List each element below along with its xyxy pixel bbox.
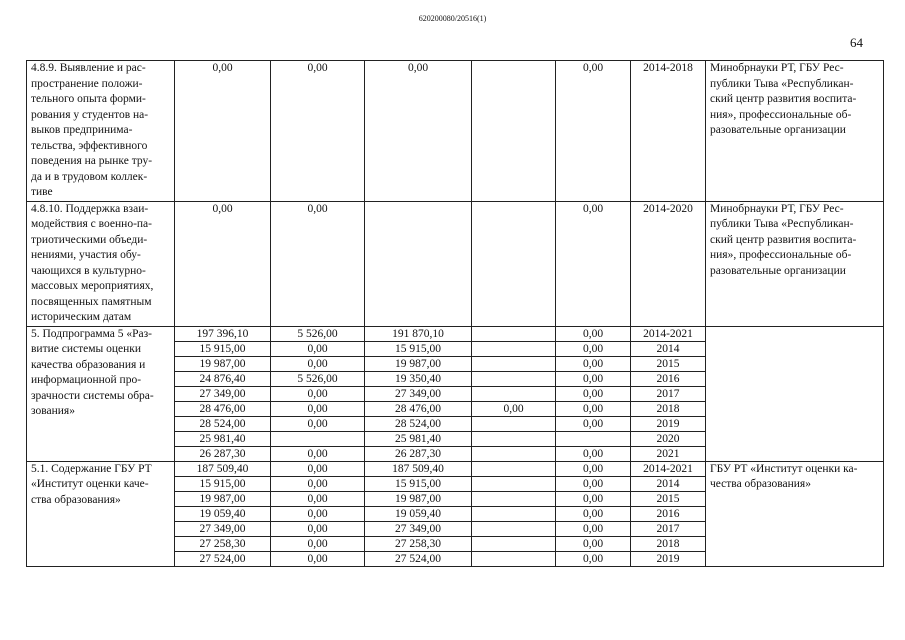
extrabudget-cell: 0,00: [556, 551, 631, 566]
municipal-cell: [472, 461, 556, 476]
extrabudget-cell: 0,00: [556, 476, 631, 491]
responsible-cell: Минобрнауки РТ, ГБУ Рес- публики Тыва «Республикан- ский центр развития воспита- ния», профессиональные об- разовательные организации: [706, 201, 884, 326]
federal-cell: 0,00: [271, 446, 365, 461]
total-cell: 19 987,00: [175, 491, 271, 506]
republic-cell: 19 350,40: [365, 371, 472, 386]
extrabudget-cell: 0,00: [556, 521, 631, 536]
years-cell: 2014: [631, 341, 706, 356]
municipal-cell: [472, 521, 556, 536]
federal-cell: 0,00: [271, 476, 365, 491]
municipal-cell: [472, 446, 556, 461]
table-row-4-8-10: [27, 201, 884, 326]
federal-cell: 5 526,00: [271, 371, 365, 386]
federal-cell: 0,00: [271, 521, 365, 536]
total-cell: 15 915,00: [175, 476, 271, 491]
table-row-4-8-9: [27, 61, 884, 202]
total-cell: 0,00: [175, 61, 271, 202]
federal-cell: 5 526,00: [271, 326, 365, 341]
extrabudget-cell: 0,00: [556, 356, 631, 371]
extrabudget-cell: 0,00: [556, 416, 631, 431]
municipal-cell: 0,00: [472, 401, 556, 416]
republic-cell: 187 509,40: [365, 461, 472, 476]
total-cell: 27 524,00: [175, 551, 271, 566]
total-cell: 27 349,00: [175, 521, 271, 536]
years-cell: 2017: [631, 386, 706, 401]
years-cell: 2017: [631, 521, 706, 536]
years-cell: 2018: [631, 401, 706, 416]
republic-cell: 26 287,30: [365, 446, 472, 461]
responsible-cell: [706, 326, 884, 461]
total-cell: 0,00: [175, 201, 271, 326]
total-cell: 25 981,40: [175, 431, 271, 446]
total-cell: 187 509,40: [175, 461, 271, 476]
municipal-cell: [472, 356, 556, 371]
municipal-cell: [472, 416, 556, 431]
republic-cell: 19 987,00: [365, 356, 472, 371]
years-cell: 2019: [631, 416, 706, 431]
page-number: 64: [850, 35, 863, 50]
extrabudget-cell: 0,00: [556, 341, 631, 356]
years-cell: 2014-2020: [631, 201, 706, 326]
republic-cell: 15 915,00: [365, 341, 472, 356]
measure-name: 5. Подпрограмма 5 «Раз- витие системы оценки качества образования и информационной про- зрачности системы обра- зования»: [27, 326, 175, 461]
municipal-cell: [472, 61, 556, 202]
measure-name: 5.1. Содержание ГБУ РТ «Институт оценки каче- ства образования»: [27, 461, 175, 566]
federal-cell: 0,00: [271, 341, 365, 356]
extrabudget-cell: 0,00: [556, 386, 631, 401]
budget-table: [26, 60, 884, 567]
republic-cell: 27 349,00: [365, 521, 472, 536]
municipal-cell: [472, 551, 556, 566]
republic-cell: 0,00: [365, 61, 472, 202]
years-cell: 2019: [631, 551, 706, 566]
responsible-cell: Минобрнауки РТ, ГБУ Рес- публики Тыва «Республикан- ский центр развития воспита- ния», профессиональные об- разовательные организации: [706, 61, 884, 202]
municipal-cell: [472, 506, 556, 521]
years-cell: 2014-2018: [631, 61, 706, 202]
municipal-cell: [472, 491, 556, 506]
years-cell: 2016: [631, 371, 706, 386]
total-cell: 28 476,00: [175, 401, 271, 416]
federal-cell: 0,00: [271, 401, 365, 416]
extrabudget-cell: [556, 431, 631, 446]
extrabudget-cell: 0,00: [556, 446, 631, 461]
republic-cell: 28 476,00: [365, 401, 472, 416]
years-cell: 2014-2021: [631, 461, 706, 476]
extrabudget-cell: 0,00: [556, 201, 631, 326]
federal-cell: 0,00: [271, 551, 365, 566]
years-cell: 2020: [631, 431, 706, 446]
years-cell: 2014-2021: [631, 326, 706, 341]
municipal-cell: [472, 201, 556, 326]
years-cell: 2015: [631, 356, 706, 371]
table-row-subprogram-5: [27, 326, 884, 341]
municipal-cell: [472, 431, 556, 446]
total-cell: 27 258,30: [175, 536, 271, 551]
extrabudget-cell: 0,00: [556, 536, 631, 551]
federal-cell: 0,00: [271, 61, 365, 202]
municipal-cell: [472, 371, 556, 386]
federal-cell: 0,00: [271, 201, 365, 326]
federal-cell: 0,00: [271, 536, 365, 551]
years-cell: 2021: [631, 446, 706, 461]
extrabudget-cell: 0,00: [556, 491, 631, 506]
republic-cell: 27 349,00: [365, 386, 472, 401]
total-cell: 24 876,40: [175, 371, 271, 386]
republic-cell: 19 987,00: [365, 491, 472, 506]
republic-cell: 15 915,00: [365, 476, 472, 491]
republic-cell: 191 870,10: [365, 326, 472, 341]
total-cell: 27 349,00: [175, 386, 271, 401]
municipal-cell: [472, 476, 556, 491]
extrabudget-cell: 0,00: [556, 506, 631, 521]
federal-cell: [271, 431, 365, 446]
municipal-cell: [472, 536, 556, 551]
republic-cell: 25 981,40: [365, 431, 472, 446]
extrabudget-cell: 0,00: [556, 326, 631, 341]
municipal-cell: [472, 341, 556, 356]
total-cell: 19 987,00: [175, 356, 271, 371]
extrabudget-cell: 0,00: [556, 371, 631, 386]
responsible-cell: ГБУ РТ «Институт оценки ка- чества образования»: [706, 461, 884, 566]
extrabudget-cell: 0,00: [556, 401, 631, 416]
federal-cell: 0,00: [271, 461, 365, 476]
republic-cell: 27 258,30: [365, 536, 472, 551]
federal-cell: 0,00: [271, 491, 365, 506]
republic-cell: [365, 201, 472, 326]
total-cell: 19 059,40: [175, 506, 271, 521]
measure-name: 4.8.9. Выявление и рас- пространение положи- тельного опыта форми- рования у студентов на- выков предпринима- тельства, эффективного поведения на рынке тру- да и в трудовом коллек- тиве: [27, 61, 175, 202]
federal-cell: 0,00: [271, 386, 365, 401]
table-row-5-1: [27, 461, 884, 476]
document-id: 620200080/20516(1): [418, 14, 487, 23]
municipal-cell: [472, 326, 556, 341]
republic-cell: 27 524,00: [365, 551, 472, 566]
federal-cell: 0,00: [271, 356, 365, 371]
total-cell: 28 524,00: [175, 416, 271, 431]
extrabudget-cell: 0,00: [556, 461, 631, 476]
extrabudget-cell: 0,00: [556, 61, 631, 202]
years-cell: 2014: [631, 476, 706, 491]
years-cell: 2018: [631, 536, 706, 551]
total-cell: 26 287,30: [175, 446, 271, 461]
federal-cell: 0,00: [271, 506, 365, 521]
total-cell: 197 396,10: [175, 326, 271, 341]
federal-cell: 0,00: [271, 416, 365, 431]
republic-cell: 19 059,40: [365, 506, 472, 521]
republic-cell: 28 524,00: [365, 416, 472, 431]
measure-name: 4.8.10. Поддержка взаи- модействия с военно-па- триотическими объеди- нениями, участия обу- чающихся в культурно- массовых мероприятиях, посвященных памятным историческим датам: [27, 201, 175, 326]
total-cell: 15 915,00: [175, 341, 271, 356]
municipal-cell: [472, 386, 556, 401]
years-cell: 2016: [631, 506, 706, 521]
years-cell: 2015: [631, 491, 706, 506]
